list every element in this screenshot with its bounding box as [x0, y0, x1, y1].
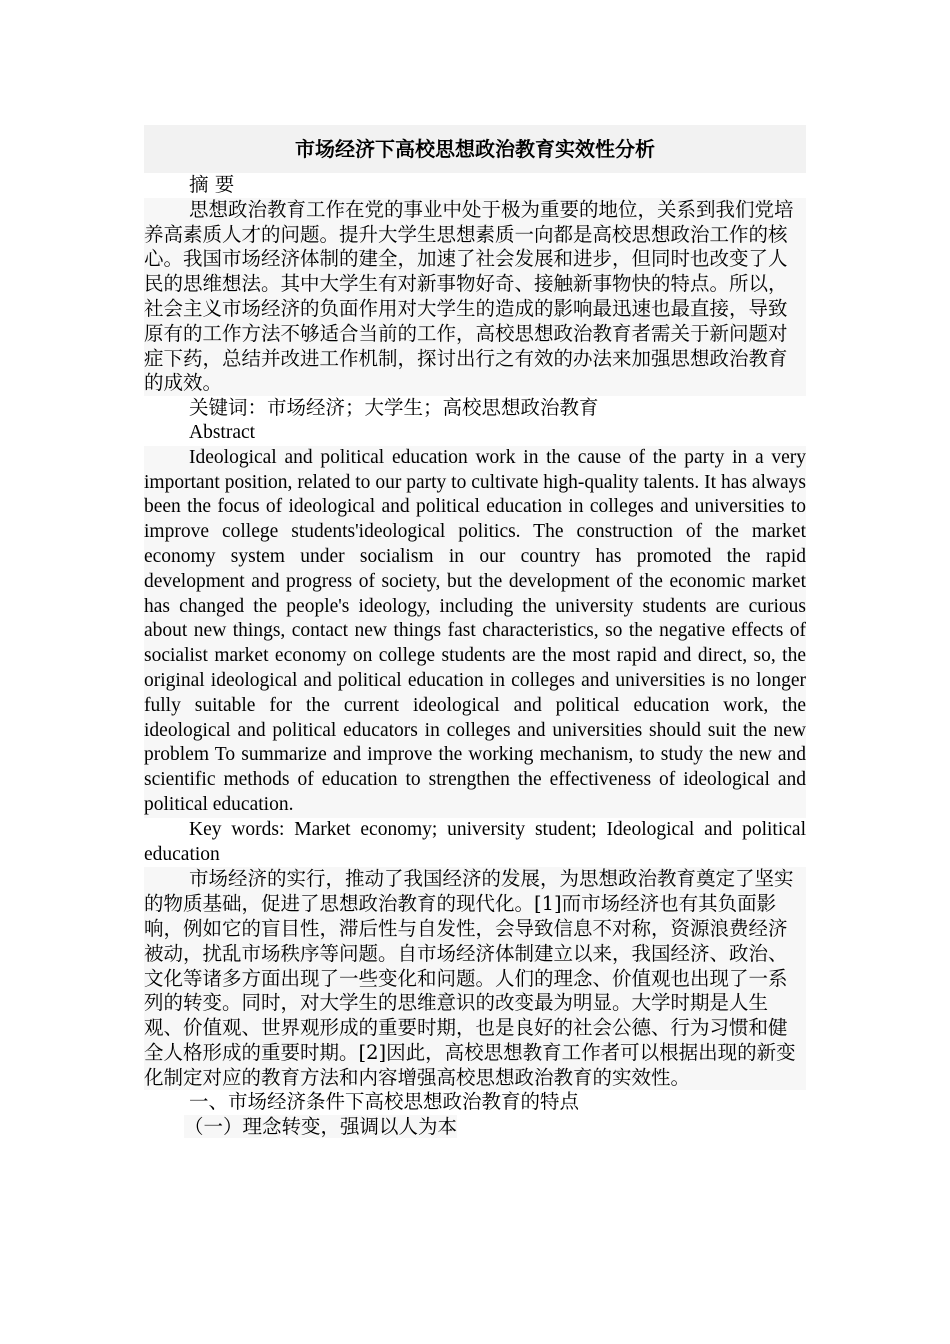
abstract-text-zh: 思想政治教育工作在党的事业中处于极为重要的地位，关系到我们党培养高素质人才的问题。提升大学生思想素质一向都是高校思想政治工作的核心。我国市场经济体制的建全，加速了社会发展和进步，但同时也改变了人民的思维想法。其中大学生有对新事物好奇、接触新事物快的特点。所以，社会主义市场经济的负面作用对大学生的造成的影响最迅速也最直接，导致原有的工作方法不够适合当前的工作，高校思想政治教育者需关于新问题对症下药，总结并改进工作机制，探讨出行之有效的办法来加强思想政治教育的成效。 [144, 198, 806, 396]
subsection-heading-1 [144, 1115, 806, 1140]
keywords-zh: 关键词：市场经济；大学生；高校思想政治教育 [189, 396, 599, 420]
section-heading-1: 一、市场经济条件下高校思想政治教育的特点 [189, 1090, 580, 1114]
document-page [144, 125, 806, 1140]
document-title: 市场经济下高校思想政治教育实效性分析 [144, 125, 806, 173]
body-intro-paragraph: 市场经济的实行，推动了我国经济的发展，为思想政治教育奠定了坚实的物质基础，促进了思想政治教育的现代化。[1]而市场经济也有其负面影响，例如它的盲目性，滞后性与自发性，会导致信息不对称，资源浪费经济被动，扰乱市场秩序等问题。自市场经济体制建立以来，我国经济、政治、文化等诸多方面出现了一些变化和问题。人们的理念、价值观也出现了一系列的转变。同时，对大学生的思维意识的改变最为明显。大学时期是人生观、价值观、世界观形成的重要时期，也是良好的社会公德、行为习惯和健全人格形成的重要时期。[2]因此，高校思想教育工作者可以根据出现的新变化制定对应的教育方法和内容增强高校思想政治教育的实效性。 [144, 867, 806, 1090]
subsection-heading-1-text: （一）理念转变，强调以人为本 [184, 1115, 458, 1139]
abstract-label-en: Abstract [189, 421, 256, 443]
abstract-text-en: Ideological and political education work in the cause of the party in a very important position, related to our party to cultivate high-quality talents. It has always been the focus of ideological and political education in colleges and universities to improve college students'ideological politics. The construction of the market economy system under socialism in our country has promoted the rapid development and progress of society, but the development of the economic market has changed the people's ideology, including the university students are curious about new things, contact new things fast characteristics, so the negative effects of socialist market economy on college students are the most rapid and direct, so, the original ideological and political education in colleges and universities is no longer fully suitable for the current ideological and political education work, the ideological and political educators in colleges and universities should suit the new problem To summarize and improve the working mechanism, to study the new and scientific methods of education to strengthen the effectiveness of ideological and political education. [144, 446, 806, 818]
keywords-en: Key words: Market economy; university student; Ideological and political education [144, 818, 806, 865]
abstract-label-zh: 摘 要 [189, 173, 235, 196]
